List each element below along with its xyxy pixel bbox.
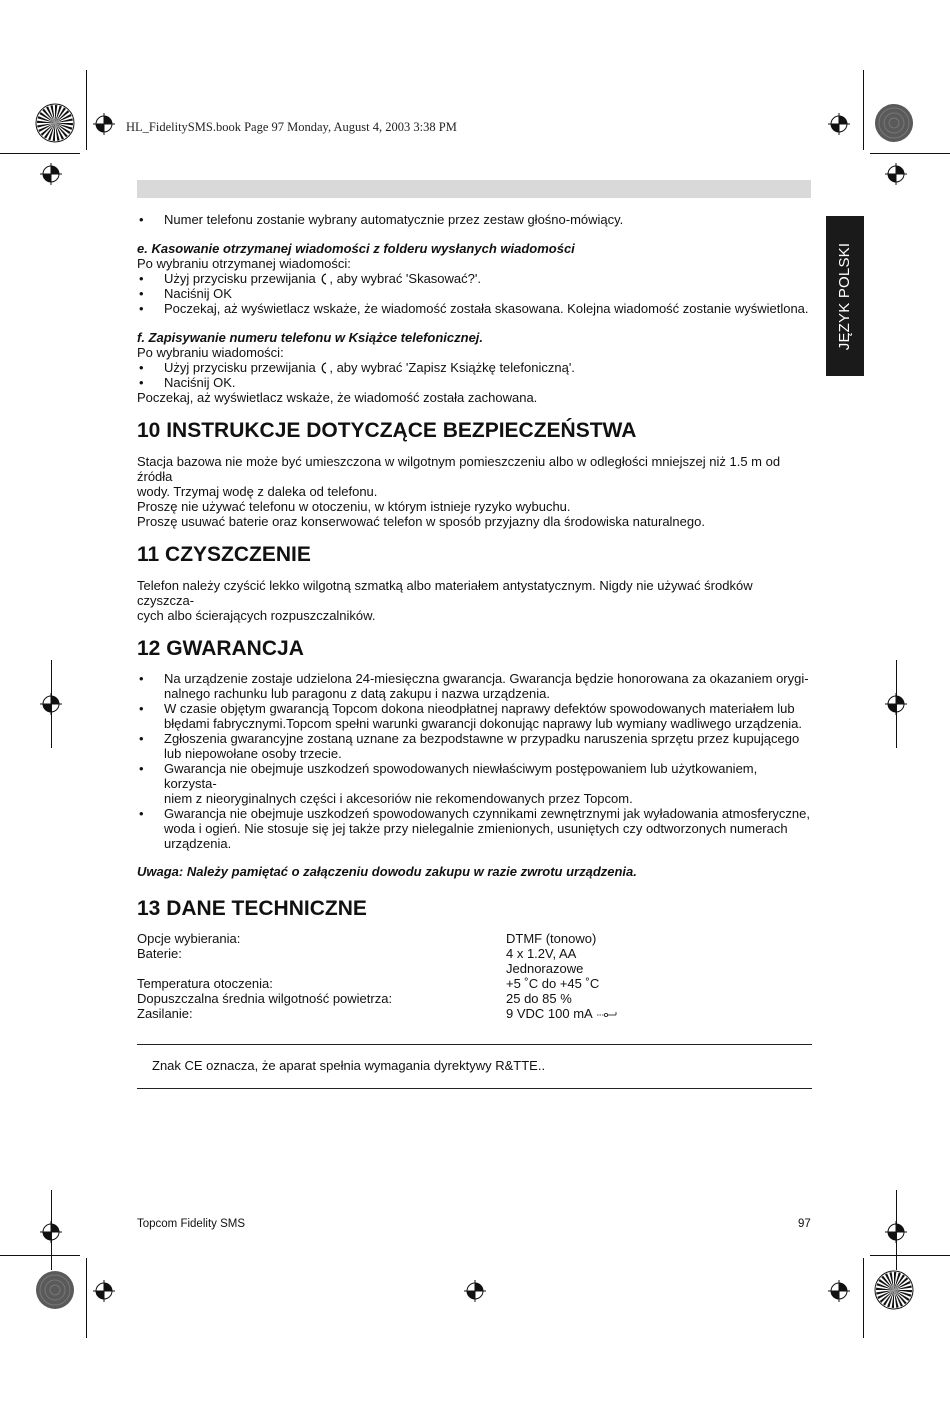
list-item: • Poczekaj, aż wyświetlacz wskaże, że wiadomość została skasowana. Kolejna wiadomość zostanie wyświetlona. <box>137 301 812 316</box>
section-11-text: cych albo ścierających rozpuszczalników. <box>137 608 376 623</box>
section-e-title: e. Kasowanie otrzymanej wiadomości z folderu wysłanych wiadomości <box>137 241 575 256</box>
warranty-text: nalnego rachunku lub paragonu z datą zakupu i nazwa urządzenia. <box>164 686 550 701</box>
scroll-key-icon <box>319 362 329 374</box>
registration-mark-icon <box>93 113 115 135</box>
trim-line <box>896 1190 897 1270</box>
list-item: • Numer telefonu zostanie wybrany automatycznie przez zestaw głośno-mówiący. <box>137 212 812 227</box>
registration-mark-icon <box>40 163 62 185</box>
section-e-step3: Poczekaj, aż wyświetlacz wskaże, że wiadomość została skasowana. Kolejna wiadomość zostanie wyświetlona. <box>164 301 809 316</box>
list-item: • Gwarancja nie obejmuje uszkodzeń spowodowanych czynnikami zewnętrznymi jak wyładowania atmosferyczne, woda i ogień. Nie stosuje się jej także przy nielegalnie zmienionych, usuniętych czy odtworzonych numerach urządzenia. <box>137 806 812 851</box>
ce-statement: Znak CE oznacza, że aparat spełnia wymagania dyrektywy R&TTE.. <box>152 1058 546 1073</box>
starburst-target-icon <box>35 103 75 143</box>
spec-label: Baterie: <box>137 946 182 961</box>
spec-value: +5 ˚C do +45 ˚C <box>506 976 600 991</box>
registration-mark-icon <box>464 1280 486 1302</box>
registration-mark-icon <box>885 163 907 185</box>
spec-label: Zasilanie: <box>137 1006 193 1021</box>
trim-line <box>870 153 950 154</box>
trim-line <box>870 1255 950 1256</box>
footer-product: Topcom Fidelity SMS <box>137 1218 246 1230</box>
spec-value: Jednorazowe <box>506 961 584 976</box>
gray-target-icon <box>35 1270 75 1310</box>
section-e-step1-pre: Użyj przycisku przewijania <box>164 271 316 286</box>
section-10-text: wody. Trzymaj wodę z daleka od telefonu. <box>137 484 378 499</box>
trim-line <box>0 153 80 154</box>
trim-line <box>863 70 864 150</box>
scroll-key-icon <box>319 273 329 285</box>
registration-mark-icon <box>93 1280 115 1302</box>
gray-target-icon <box>874 103 914 143</box>
list-item: • Naciśnij OK <box>137 286 812 301</box>
list-item: • Gwarancja nie obejmuje uszkodzeń spowodowanych niewłaściwym postępowaniem lub użytkowaniem, korzysta- niem z nieoryginalnych części i akcesoriów nie rekomendowanych przez Topcom. <box>137 761 812 806</box>
section-f-closing: Poczekaj, aż wyświetlacz wskaże, że wiadomość została zachowana. <box>137 390 538 405</box>
warranty-text: Gwarancja nie obejmuje uszkodzeń spowodowanych czynnikami zewnętrznymi jak wyładowania atmosferyczne, <box>164 806 810 821</box>
warranty-text: Zgłoszenia gwarancyjne zostaną uznane za bezpodstawne w przypadku naruszenia sprzętu przez kupującego <box>164 731 800 746</box>
section-f-step1-post: , aby wybrać 'Zapisz Książkę telefoniczną'. <box>329 360 575 375</box>
list-item: • Naciśnij OK. <box>137 375 812 390</box>
page-number: 97 <box>798 1218 811 1230</box>
starburst-target-icon <box>874 1270 914 1310</box>
trim-line <box>0 1255 80 1256</box>
warranty-text: lub niepowołane osoby trzecie. <box>164 746 342 761</box>
section-13-heading: 13 DANE TECHNICZNE <box>137 897 367 920</box>
trim-line <box>86 1258 87 1338</box>
trim-line <box>896 660 897 748</box>
list-item: • Użyj przycisku przewijania , aby wybrać 'Skasować?'. <box>139 271 481 286</box>
spec-label: Temperatura otoczenia: <box>137 976 273 991</box>
warranty-text: niem z nieoryginalnych części i akcesoriów nie rekomendowanych przez Topcom. <box>164 791 633 806</box>
spec-value: DTMF (tonowo) <box>506 931 597 946</box>
section-e-step1-post: , aby wybrać 'Skasować?'. <box>329 271 481 286</box>
section-f-step2: Naciśnij OK. <box>164 375 236 390</box>
spec-value: 25 do 85 % <box>506 991 572 1006</box>
warranty-text: Gwarancja nie obejmuje uszkodzeń spowodowanych niewłaściwym postępowaniem lub użytkowaniem, korzysta- <box>164 761 758 791</box>
section-f-title: f. Zapisywanie numeru telefonu w Książce telefonicznej. <box>137 330 484 345</box>
language-tab-label: JĘZYK POLSKI <box>836 242 854 350</box>
book-header: HL_FidelitySMS.book Page 97 Monday, August 4, 2003 3:38 PM <box>126 120 457 134</box>
trim-line <box>51 660 52 748</box>
warranty-text: W czasie objętym gwarancją Topcom dokona nieodpłatnej naprawy defektów spowodowanych materiałem lub <box>164 701 795 716</box>
ce-box-bottom-rule <box>137 1088 812 1089</box>
section-10-text: Stacja bazowa nie może być umieszczona w wilgotnym pomieszczeniu albo w odległości mniejszej niż 1.5 m od źródła <box>137 454 781 484</box>
list-item: • W czasie objętym gwarancją Topcom dokona nieodpłatnej naprawy defektów spowodowanych materiałem lub błędami fabrycznymi.Topcom spełni warunki gwarancji dokonując naprawy lub wymiany wadliwego urządzenia. <box>137 701 812 731</box>
section-10-text: Proszę usuwać baterie oraz konserwować telefon w sposób przyjazny dla środowiska naturalnego. <box>137 514 705 529</box>
registration-mark-icon <box>828 1280 850 1302</box>
intro-bullet: Numer telefonu zostanie wybrany automatycznie przez zestaw głośno-mówiący. <box>164 212 624 227</box>
section-f-lead: Po wybraniu wiadomości: <box>137 345 284 360</box>
warranty-note: Uwaga: Należy pamiętać o załączeniu dowodu zakupu w razie zwrotu urządzenia. <box>137 864 637 879</box>
spec-label: Opcje wybierania: <box>137 931 241 946</box>
list-item: • Na urządzenie zostaje udzielona 24-miesięczna gwarancja. Gwarancja będzie honorowana za okazaniem orygi- nalnego rachunku lub paragonu z datą zakupu i nazwa urządzenia. <box>137 671 812 701</box>
warranty-text: Na urządzenie zostaje udzielona 24-miesięczna gwarancja. Gwarancja będzie honorowana za okazaniem orygi- <box>164 671 809 686</box>
section-12-heading: 12 GWARANCJA <box>137 637 304 660</box>
warranty-text: błędami fabrycznymi.Topcom spełni warunki gwarancji dokonując naprawy lub wymiany wadliwego urządzenia. <box>164 716 803 731</box>
trim-line <box>51 1190 52 1270</box>
registration-mark-icon <box>828 113 850 135</box>
trim-line <box>86 70 87 150</box>
spec-label: Dopuszczalna średnia wilgotność powietrza: <box>137 991 393 1006</box>
main-content <box>137 212 812 1089</box>
spec-value: 4 x 1.2V, AA <box>506 946 577 961</box>
spec-table <box>137 931 812 1021</box>
warranty-text: woda i ogień. Nie stosuje się jej także przy nielegalnie zmienionych, usuniętych czy odtworzonych numerach <box>164 821 788 836</box>
section-11-heading: 11 CZYSZCZENIE <box>137 543 311 566</box>
list-item: • Użyj przycisku przewijania , aby wybrać 'Zapisz Książkę telefoniczną'. <box>139 360 575 375</box>
section-11-text: Telefon należy czyścić lekko wilgotną szmatką albo materiałem antystatycznym. Nigdy nie używać środków czyszcza- <box>137 578 753 608</box>
section-e-step2: Naciśnij OK <box>164 286 232 301</box>
warranty-text: urządzenia. <box>164 836 232 851</box>
language-tab <box>826 216 864 376</box>
section-10-heading: 10 INSTRUKCJE DOTYCZĄCE BEZPIECZEŃSTWA <box>137 419 637 442</box>
section-10-text: Proszę nie używać telefonu w otoczeniu, w którym istnieje ryzyko wybuchu. <box>137 499 571 514</box>
trim-line <box>863 1258 864 1338</box>
section-f-step1-pre: Użyj przycisku przewijania <box>164 360 316 375</box>
header-bar <box>137 180 811 198</box>
spec-label <box>137 961 506 976</box>
dc-polarity-icon <box>596 1009 618 1019</box>
section-e-lead: Po wybraniu otrzymanej wiadomości: <box>137 256 351 271</box>
spec-value: 9 VDC 100 mA <box>506 1006 592 1021</box>
list-item: • Zgłoszenia gwarancyjne zostaną uznane za bezpodstawne w przypadku naruszenia sprzętu przez kupującego lub niepowołane osoby trzecie. <box>137 731 812 761</box>
